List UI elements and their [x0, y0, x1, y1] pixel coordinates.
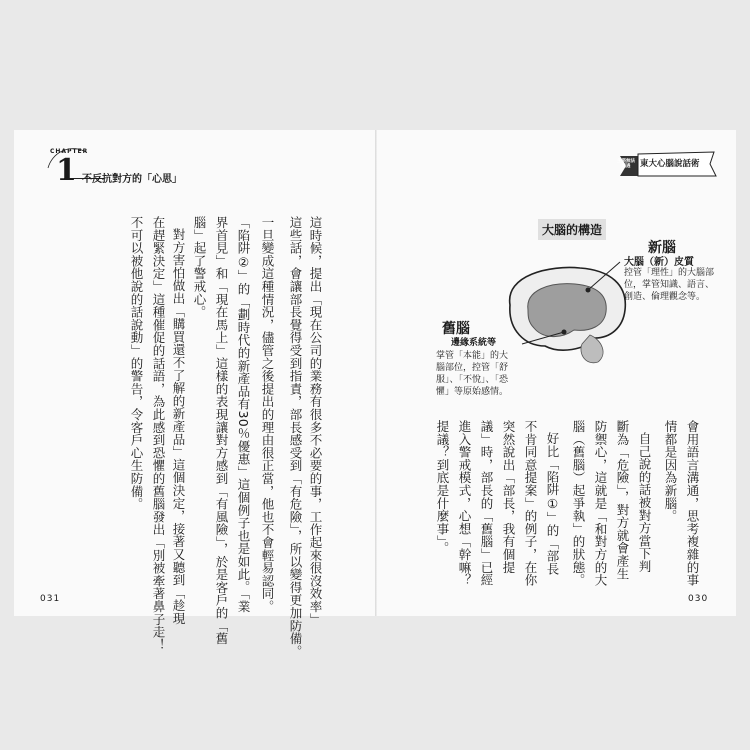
right-page-number: 030 — [688, 594, 709, 604]
right-paragraph-4: 斷為「危險」，對方就會產生 — [615, 420, 630, 581]
old-brain-sublabel: 邊緣系統等 — [451, 338, 497, 348]
left-paragraph-2: 這些話，會讓部長覺得受到指責，部長感受到「有危險」，所以變得更加防備。 — [288, 216, 303, 658]
new-brain-description: 控管「理性」的大腦部位，掌管知識、語言、創造、倫理觀念等。 — [624, 268, 715, 302]
left-paragraph-9: 不可以被他說的話說動」的警告，令客戶心生防備。 — [129, 216, 144, 511]
left-paragraph-8: 在趕緊決定」這種催促的話語，為此感到恐懼的舊腦發出「別被牽著鼻子走！ — [151, 216, 166, 652]
chapter-title: 不反抗對方的「心思」 — [82, 174, 182, 185]
right-paragraph-12: 提議？到底是什麼事」。 — [435, 420, 450, 555]
left-paragraph-5: 界首見」和「現在馬上」這樣的表現讓對方感到「有風險」，於是客戶的「舊 — [214, 216, 229, 645]
right-paragraph-8: 不肯同意提案」的例子，在你 — [523, 420, 538, 587]
figure-title: 大腦的構造 — [538, 219, 606, 240]
right-paragraph-2: 情都是因為新腦。 — [663, 420, 678, 523]
old-brain-description: 掌管「本能」的大腦部位，控管「舒服」、「不悅」、「恐懼」等原始感情。 — [436, 351, 509, 397]
left-paragraph-7: 對方害怕做出「購買還不了解的新產品」這個決定，接著又聽到「趁現 — [171, 228, 186, 625]
right-paragraph-11: 進入警戒模式，心想「幹嘛？ — [457, 420, 472, 587]
chapter-number: 1 — [56, 153, 77, 188]
left-paragraph-4: 「陷阱②」的「劃時代的新產品有30％優惠」這個例子也是如此。「業 — [236, 216, 251, 613]
right-paragraph-1: 會用語言溝通，思考複雜的事 — [685, 420, 700, 587]
new-brain-label: 新腦 — [648, 240, 676, 256]
left-paragraph-6: 腦」起了警戒心。 — [192, 216, 207, 319]
right-paragraph-10: 議」時，部長的「舊腦」已經 — [479, 420, 494, 587]
right-paragraph-9: 突然說出「部長，我有個提 — [501, 420, 516, 574]
banner-title: 東大心腦說話術 — [640, 159, 700, 169]
left-paragraph-3: 一旦變成這種情況，儘管之後提出的理由很正當，他也不會輕易認同。 — [260, 216, 275, 613]
right-paragraph-3: 自己說的話被對方當下判 — [637, 432, 652, 573]
right-paragraph-6: 腦（舊腦）起爭執」的狀態。 — [571, 420, 586, 587]
new-brain-sublabel: 大腦（新）皮質 — [624, 257, 694, 268]
brain-diagram-icon — [490, 250, 630, 370]
banner-small-text: 主張無法通過 — [617, 159, 635, 169]
book-gutter — [375, 130, 377, 616]
left-page-number: 031 — [40, 594, 61, 604]
chapter-label: CHAPTER — [50, 148, 89, 155]
old-brain-label: 舊腦 — [442, 321, 470, 337]
left-paragraph-1: 這時候，提出「現在公司的業務有很多不必要的事，工作起來很沒效率」 — [308, 216, 323, 626]
right-paragraph-5: 防禦心，這就是「和對方的大 — [593, 420, 608, 587]
right-paragraph-7: 好比「陷阱①」的「部長 — [545, 432, 560, 576]
